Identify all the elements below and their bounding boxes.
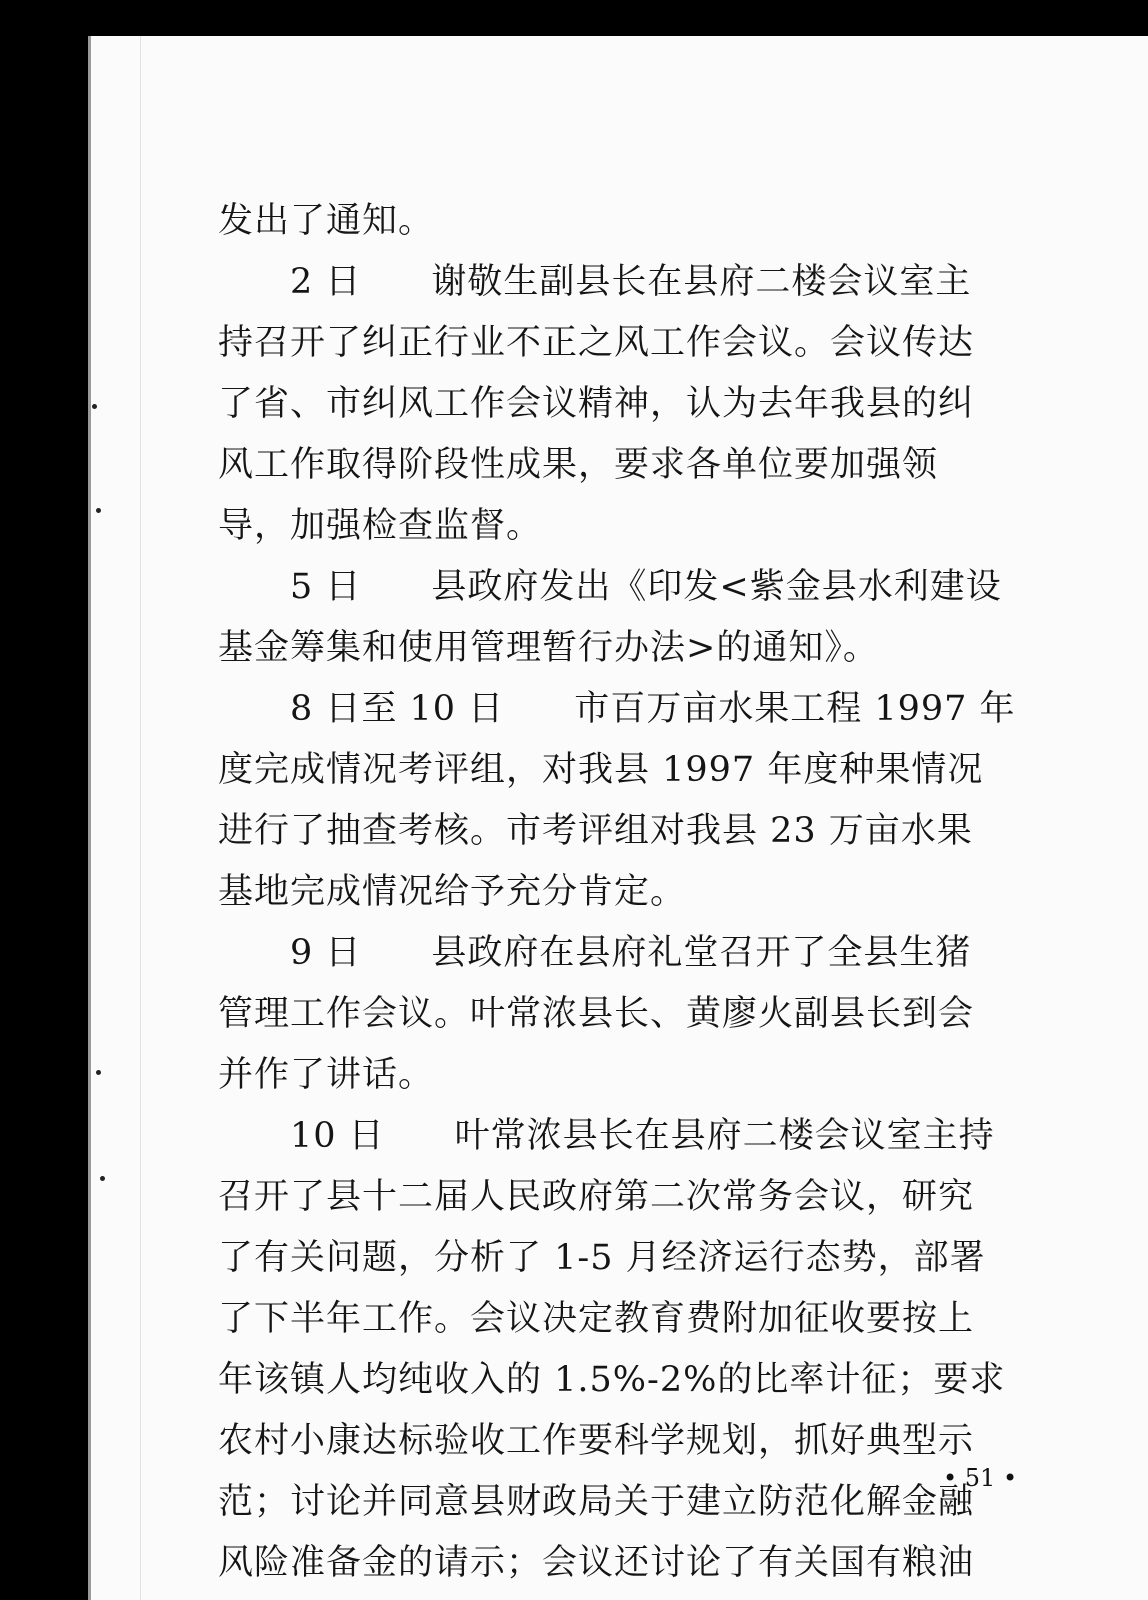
line-text: 进行了抽查考核。市考评组对我县 23 万亩水果 bbox=[218, 811, 973, 851]
text-line bbox=[218, 1289, 1038, 1350]
text-line bbox=[218, 374, 1038, 435]
text-line bbox=[218, 862, 1038, 923]
entry-date: 8 日至 10 日 bbox=[290, 689, 505, 729]
text-line bbox=[218, 984, 1038, 1045]
text-line bbox=[218, 1472, 1038, 1533]
document-page bbox=[88, 36, 1148, 1600]
line-text: 风工作取得阶段性成果，要求各单位要加强领 bbox=[218, 445, 939, 485]
binder-dot bbox=[100, 1176, 105, 1181]
body-text bbox=[218, 191, 1038, 1594]
line-text: 基金筹集和使用管理暂行办法>的通知》。 bbox=[218, 628, 879, 668]
line-text: 基地完成情况给予充分肯定。 bbox=[218, 872, 687, 912]
text-line bbox=[218, 252, 1038, 313]
line-text: 风险准备金的请示；会议还讨论了有关国有粮油 bbox=[218, 1543, 975, 1583]
entry-date: 2 日 bbox=[290, 262, 362, 302]
text-line bbox=[218, 923, 1038, 984]
line-text: 叶常浓县长在县府二楼会议室主持 bbox=[454, 1116, 995, 1156]
line-text: 度完成情况考评组，对我县 1997 年度种果情况 bbox=[218, 750, 984, 790]
line-text: 县政府发出《印发<紫金县水利建设 bbox=[431, 567, 1002, 607]
text-line bbox=[218, 740, 1038, 801]
text-line bbox=[218, 1228, 1038, 1289]
text-line bbox=[218, 618, 1038, 679]
text-line bbox=[218, 1350, 1038, 1411]
text-line bbox=[218, 1411, 1038, 1472]
text-line bbox=[218, 496, 1038, 557]
line-text: 农村小康达标验收工作要科学规划，抓好典型示 bbox=[218, 1421, 975, 1461]
text-line bbox=[218, 801, 1038, 862]
text-line bbox=[218, 1533, 1038, 1594]
line-text: 县政府在县府礼堂召开了全县生猪 bbox=[431, 933, 972, 973]
line-text: 召开了县十二届人民政府第二次常务会议，研究 bbox=[218, 1177, 975, 1217]
text-line bbox=[218, 191, 1038, 252]
line-text: 范；讨论并同意县财政局关于建立防范化解金融 bbox=[218, 1482, 975, 1522]
line-text: 年该镇人均纯收入的 1.5%-2%的比率计征；要求 bbox=[218, 1360, 1006, 1400]
binder-dot bbox=[92, 404, 97, 409]
line-text: 市百万亩水果工程 1997 年 bbox=[574, 689, 1016, 729]
text-line bbox=[218, 435, 1038, 496]
line-text: 了省、市纠风工作会议精神，认为去年我县的纠 bbox=[218, 384, 975, 424]
binder-dot bbox=[96, 1070, 101, 1075]
page-number: • 51 • bbox=[943, 1464, 1018, 1492]
entry-date: 5 日 bbox=[290, 567, 362, 607]
line-text: 发出了通知。 bbox=[218, 201, 435, 241]
binder-dot bbox=[96, 508, 101, 513]
line-text: 了有关问题，分析了 1-5 月经济运行态势，部署 bbox=[218, 1238, 986, 1278]
entry-date: 10 日 bbox=[290, 1116, 385, 1156]
text-line bbox=[218, 1106, 1038, 1167]
line-text: 谢敬生副县长在县府二楼会议室主 bbox=[431, 262, 972, 302]
text-line bbox=[218, 313, 1038, 374]
page-margin-line bbox=[140, 36, 141, 1600]
line-text: 持召开了纠正行业不正之风工作会议。会议传达 bbox=[218, 323, 975, 363]
line-text: 并作了讲话。 bbox=[218, 1055, 435, 1095]
line-text: 导，加强检查监督。 bbox=[218, 506, 543, 546]
text-line bbox=[218, 1045, 1038, 1106]
page-edge bbox=[88, 36, 91, 1600]
text-line bbox=[218, 679, 1038, 740]
text-line bbox=[218, 557, 1038, 618]
entry-date: 9 日 bbox=[290, 933, 362, 973]
line-text: 了下半年工作。会议决定教育费附加征收要按上 bbox=[218, 1299, 975, 1339]
line-text: 管理工作会议。叶常浓县长、黄廖火副县长到会 bbox=[218, 994, 975, 1034]
text-line bbox=[218, 1167, 1038, 1228]
